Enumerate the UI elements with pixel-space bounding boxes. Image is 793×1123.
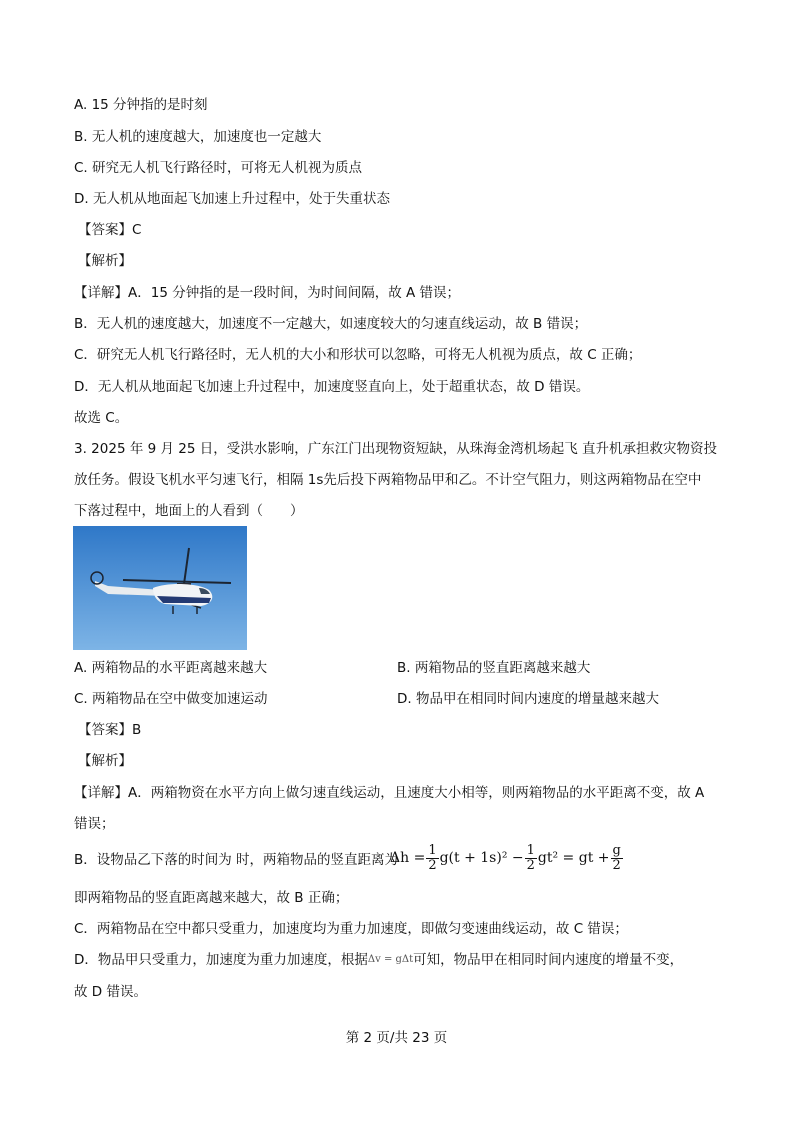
q3-stem-line1: 3. 2025 年 9 月 25 日，受洪水影响，广东江门出现物资短缺，从珠海金湾机场起飞 直升机承担救灾物资投 <box>74 441 718 457</box>
q3-detail-d-line2: 故 D 错误。 <box>74 984 147 1000</box>
q3-stem-line2: 放任务。假设飞机水平匀速飞行，相隔 1s先后投下两箱物品甲和乙。不计空气阻力，则这两箱物品在空中 <box>74 472 702 488</box>
q3-option-c: C. 两箱物品在空中做变加速运动 <box>74 691 268 707</box>
q3-answer: 【答案】B <box>78 722 142 738</box>
q3-detail-a-line1: 【详解】A．两箱物资在水平方向上做匀速直线运动，且速度大小相等，则两箱物品的水平距离不变，故 A <box>74 785 705 801</box>
q3-detail-a-line2: 错误； <box>74 816 115 832</box>
q2-option-c: C. 研究无人机飞行路径时，可将无人机视为质点 <box>74 160 363 176</box>
q2-detail-d: D．无人机从地面起飞加速上升过程中，加速度竖直向上，处于超重状态，故 D 错误。 <box>74 379 590 395</box>
q3-stem-line3: 下落过程中，地面上的人看到（ ） <box>74 503 304 519</box>
formula-half-1: $\frac{1}{2}$ <box>428 842 437 873</box>
q2-option-b: B. 无人机的速度越大，加速度也一定越大 <box>74 129 322 145</box>
q3-analysis-label: 【解析】 <box>78 753 132 769</box>
q2-answer: 【答案】C <box>78 222 142 238</box>
q2-conclusion: 故选 C。 <box>74 410 129 426</box>
q2-detail-c: C．研究无人机飞行路径时，无人机的大小和形状可以忽略，可将无人机视为质点，故 C 正确； <box>74 347 642 363</box>
q2-detail-a: 【详解】A．15 分钟指的是一段时间，为时间间隔，故 A 错误； <box>74 285 461 301</box>
vertical-distance-formula <box>390 838 624 878</box>
q3-option-b: B. 两箱物品的竖直距离越来越大 <box>397 660 591 676</box>
formula-lhs: Δh = <box>390 850 426 866</box>
q2-option-d: D. 无人机从地面起飞加速上升过程中，处于失重状态 <box>74 191 390 207</box>
formula-g-over-2: $\frac{g}{2}$ <box>612 842 621 873</box>
q3-detail-d-line1: D．物品甲只受重力，加速度为重力加速度，根据Δv = gΔt可知，物品甲在相同时间内速度的增量不变， <box>74 952 684 968</box>
formula-half-2: $\frac{1}{2}$ <box>526 842 535 873</box>
q3-detail-b-line2: 即两箱物品的竖直距离越来越大，故 B 正确； <box>74 890 349 906</box>
formula-term1: g(t + 1s)² − <box>439 850 524 866</box>
formula-term2: gt² = gt + <box>537 850 610 866</box>
q2-analysis-label: 【解析】 <box>78 253 132 269</box>
q2-detail-b: B．无人机的速度越大，加速度不一定越大，如速度较大的匀速直线运动，故 B 错误； <box>74 316 588 332</box>
q2-option-a: A. 15 分钟指的是时刻 <box>74 97 208 113</box>
helicopter-image <box>73 526 247 650</box>
q3-detail-c: C．两箱物品在空中都只受重力，加速度均为重力加速度，即做匀变速曲线运动，故 C 错误； <box>74 921 628 937</box>
page-footer: 第 2 页/共 23 页 <box>345 1030 448 1046</box>
q3-option-a: A. 两箱物品的水平距离越来越大 <box>74 660 268 676</box>
q3-option-d: D. 物品甲在相同时间内速度的增量越来越大 <box>397 691 659 707</box>
q3-detail-b-line1: B．设物品乙下落的时间为 时，两箱物品的竖直距离为 <box>74 852 399 868</box>
delta-v-formula: Δv = gΔt <box>367 954 414 965</box>
